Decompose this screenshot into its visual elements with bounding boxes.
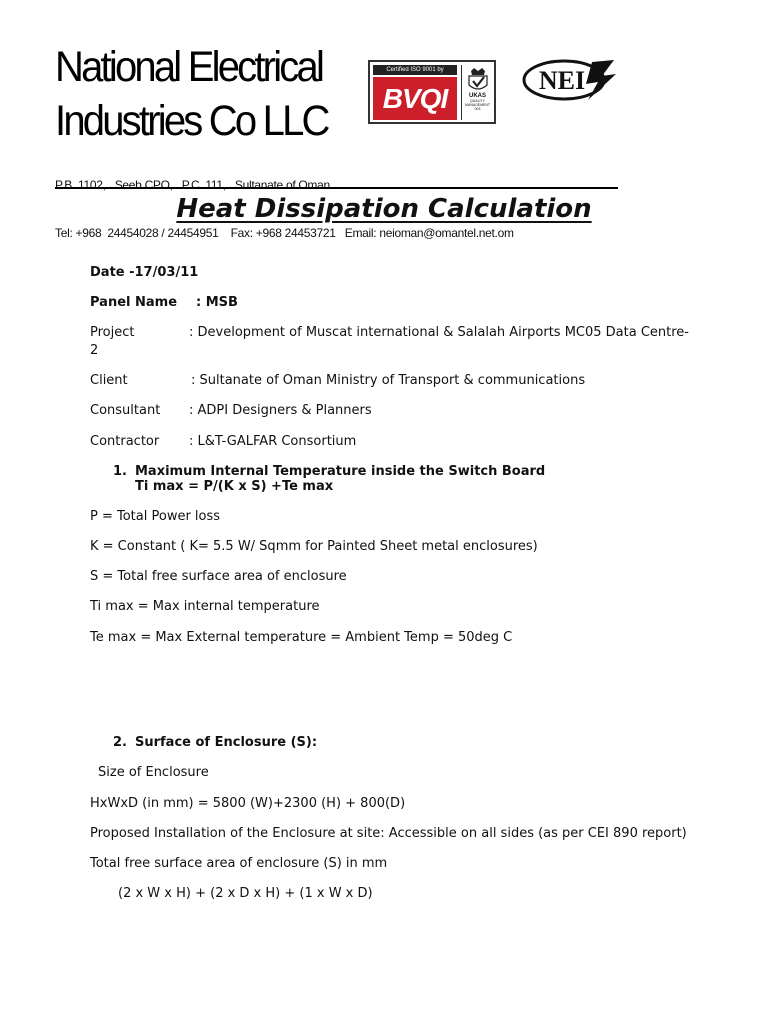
contractor-row (90, 433, 357, 451)
address-line-1: P.B. 1102, Seeb CPO, P.C. 111, Sultanate of Oman (55, 178, 330, 192)
project-label: Project (90, 325, 135, 340)
section-1-formula: Ti max = P/(K x S) +Te max (135, 479, 334, 494)
enclosure-dimensions: HxWxD (in mm) = 5800 (W)+2300 (H) + 800(D) (90, 796, 406, 811)
enclosure-size-label: Size of Enclosure (98, 765, 209, 780)
consultant-label: Consultant (90, 403, 161, 418)
client-row (90, 372, 586, 390)
cert-strip: Certified ISO 9001 by (373, 65, 457, 75)
panel-name-label: Panel Name (90, 295, 178, 310)
date-line: Date -17/03/11 (90, 265, 199, 280)
section-2-heading (113, 734, 317, 752)
surface-area-formula: (2 x W x H) + (2 x D x H) + (1 x W x D) (118, 886, 373, 901)
project-value: : Development of Muscat international & Salalah Airports MC05 Data Centre- (189, 325, 689, 340)
panel-name-value: : MSB (196, 295, 238, 310)
address-line-2: Tel: +968 24454028 / 24454951 Fax: +968 24453721 Email: neioman@omantel.net.om (55, 226, 514, 240)
ukas-code: 003 (474, 107, 481, 111)
contractor-value: : L&T-GALFAR Consortium (189, 434, 357, 449)
consultant-value: : ADPI Designers & Planners (189, 403, 372, 418)
client-value: : Sultanate of Oman Ministry of Transport & communications (191, 373, 586, 388)
installation-note: Proposed Installation of the Enclosure at site: Accessible on all sides (as per CEI 890 report) (90, 826, 687, 841)
bvqi-certification-logo (368, 60, 496, 124)
crown-check-icon (467, 67, 489, 93)
section-2-title: Surface of Enclosure (S): (135, 735, 318, 750)
company-name-line-1: National Electrical (55, 43, 323, 91)
nei-logo (522, 58, 618, 102)
definition-ti-max: Ti max = Max internal temperature (90, 599, 320, 614)
bvqi-brand: BVQI (373, 77, 457, 120)
definition-s: S = Total free surface area of enclosure (90, 569, 347, 584)
nei-logo-text: NEI (538, 66, 586, 95)
project-value-cont: 2 (90, 343, 99, 358)
ukas-mark (461, 65, 493, 120)
client-label: Client (90, 373, 128, 388)
project-row (90, 324, 689, 342)
panel-name-row (90, 294, 238, 312)
section-2-number: 2. (113, 735, 127, 750)
consultant-row (90, 402, 372, 420)
section-1-title: Maximum Internal Temperature inside the Switch Board (135, 464, 546, 479)
ukas-sub: QUALITY MANAGEMENT (464, 99, 491, 107)
header-divider (55, 187, 618, 189)
company-name (55, 40, 375, 148)
contractor-label: Contractor (90, 434, 160, 449)
document-title: Heat Dissipation Calculation (176, 194, 592, 224)
surface-area-label: Total free surface area of enclosure (S) in mm (90, 856, 388, 871)
definition-k: K = Constant ( K= 5.5 W/ Sqmm for Painted Sheet metal enclosures) (90, 539, 538, 554)
definition-te-max: Te max = Max External temperature = Ambient Temp = 50deg C (90, 630, 513, 645)
company-name-line-2: Industries Co LLC (55, 97, 328, 145)
definition-p: P = Total Power loss (90, 509, 221, 524)
section-1-number: 1. (113, 464, 127, 479)
ukas-label: UKAS (468, 93, 486, 99)
